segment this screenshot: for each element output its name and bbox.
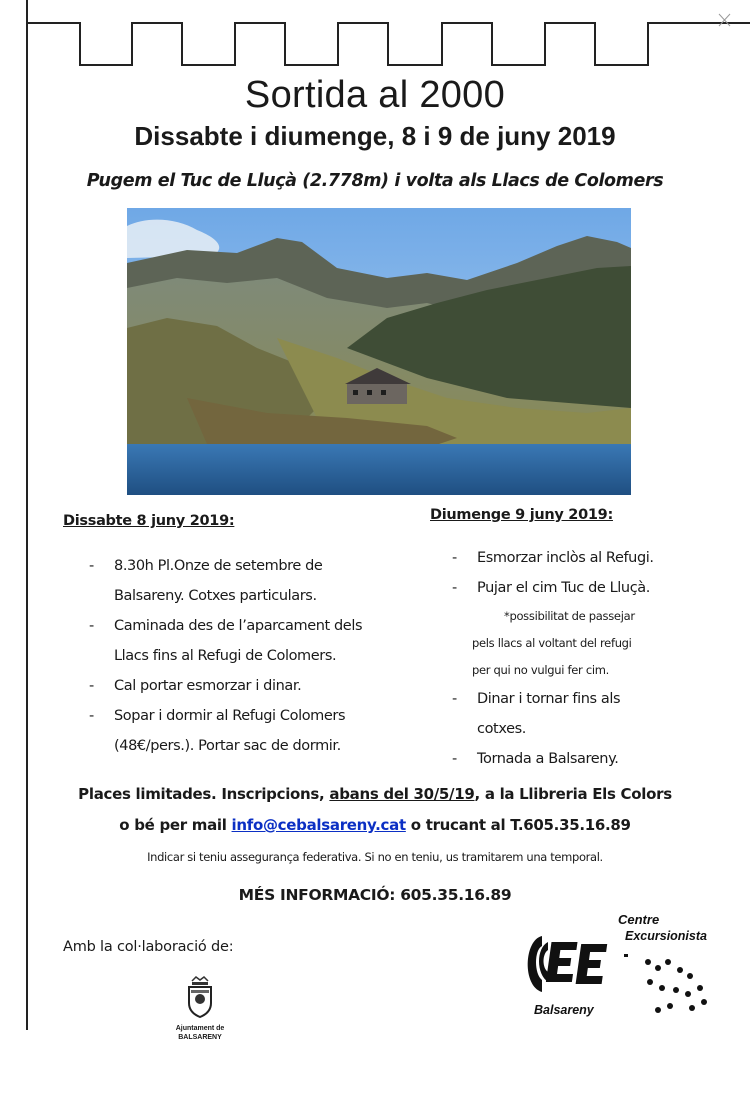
list-item: - Esmorzar inclòs al Refugi. [452,550,654,566]
optional-note: *possibilitat de passejar pels llacs al voltant del refugi per qui no vulgui fer cim. [472,609,635,677]
ajuntament-name-2: BALSARENY [178,1034,222,1041]
list-item: - Cal portar esmorzar i dinar. [89,678,302,694]
centre-excursionista-logo [520,910,720,1028]
ajuntament-name-1: Ajuntament de [175,1025,225,1032]
route-tagline: Pugem el Tuc de Lluçà (2.778m) i volta als Llacs de Colomers [86,171,664,191]
list-item: - Sopar i dormir al Refugi Colomers (48€/pers.). Portar sac de dormir. [89,708,346,754]
deadline: abans del 30/5/19 [329,785,475,803]
mountain-lake-refuge-photo [127,208,631,495]
poster-title: Sortida al 2000 [244,74,506,116]
list-item: - 8.30h Pl.Onze de setembre de Balsareny. Cotxes particulars. [89,558,323,604]
insurance-note: Indicar si teniu assegurança federativa. Si no en teniu, us tramitarem una temporal. [147,850,603,864]
list-item: - Tornada a Balsareny. [452,751,619,767]
registration-info: Places limitades. Inscripcions, abans del 30/5/19, a la Llibreria Els Colors o bé per mail info@cebalsareny.cat o trucant al T.605.35.16.89 [78,785,672,834]
sunday-list [452,543,732,774]
email-link[interactable]: info@cebalsareny.cat [231,816,406,834]
saturday-list [89,551,419,761]
sunday-heading: Diumenge 9 juny 2019: [430,507,613,523]
list-item: - Dinar i tornar fins als cotxes. [452,691,621,737]
list-item: - Caminada des de l’aparcament dels Llacs fins al Refugi de Colomers. [89,618,363,664]
cee-line3: Balsareny [534,1003,594,1017]
list-item: - Pujar el cim Tuc de Lluçà. [452,580,650,596]
more-info: MÉS INFORMACIÓ: 605.35.16.89 [238,886,512,904]
event-dates: Dissabte i diumenge, 8 i 9 de juny 2019 [134,121,616,151]
cee-line1: Centre [618,912,660,927]
collaboration-label: Amb la col·laboració de: [63,939,234,955]
cee-line2: Excursionista [625,929,707,943]
saturday-heading: Dissabte 8 juny 2019: [63,513,235,529]
